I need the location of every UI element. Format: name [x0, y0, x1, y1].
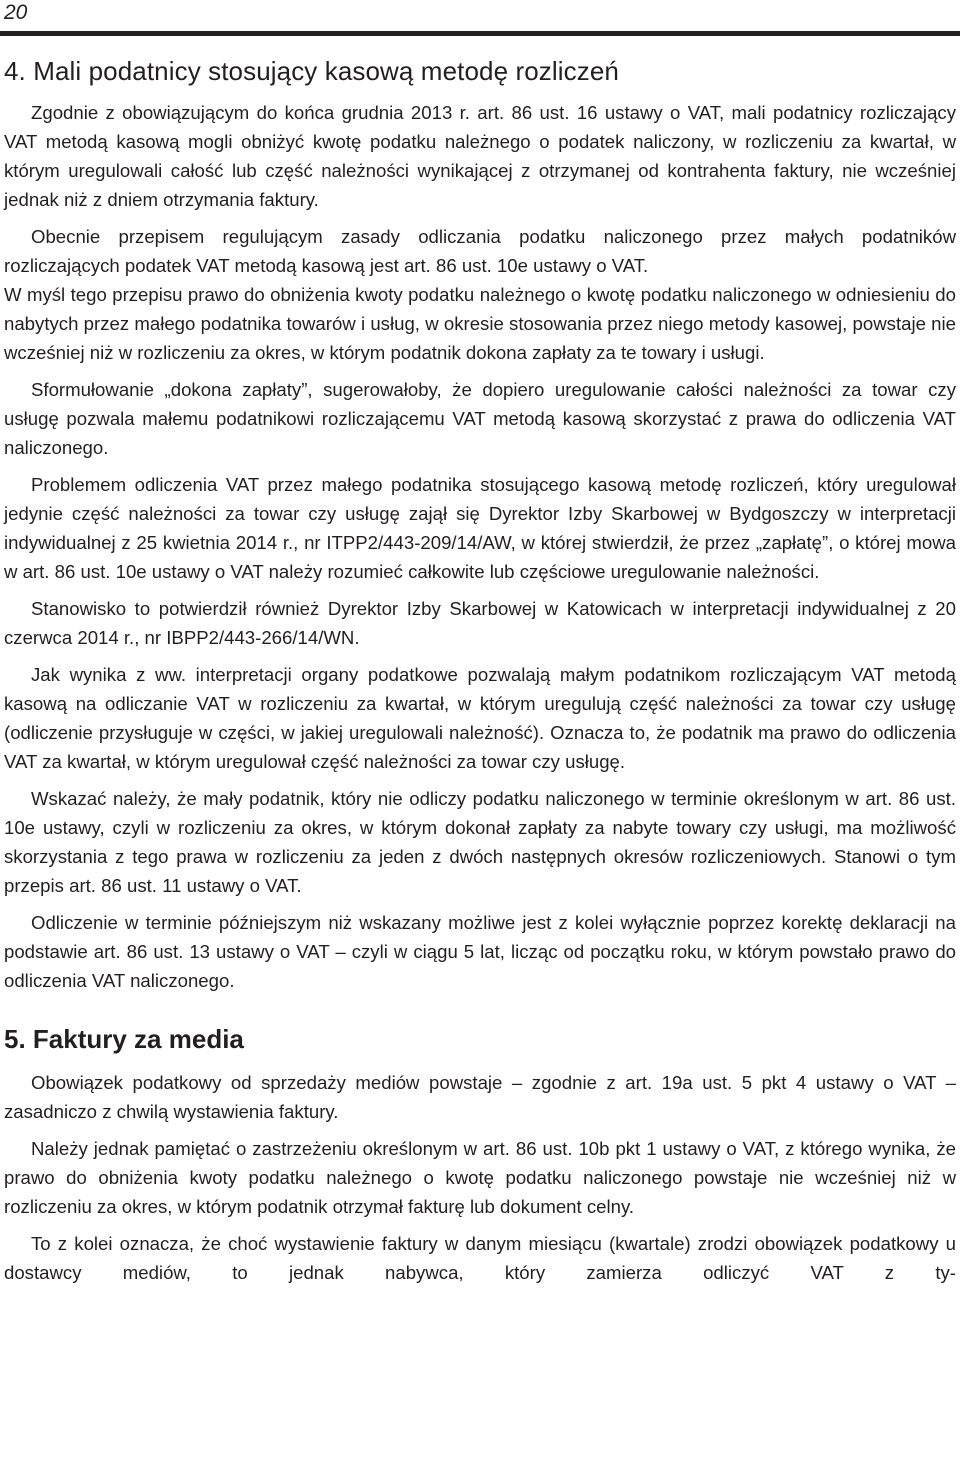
section-4-paragraph-3: W myśl tego przepisu prawo do obniżenia kwoty podatku należnego o kwotę podatku naliczonego w odniesieniu do nabytych przez małego podatnika towarów i usług, w okresie stosowania przez niego metody kasowej, powstaje nie wcześniej niż w rozliczeniu za okres, w którym podatnik dokona zapłaty za te towary i usługi.: [4, 284, 956, 363]
section-4-paragraph-2: Obecnie przepisem regulującym zasady odliczania podatku naliczonego przez małych podatników rozliczających podatek VAT metodą kasową jest art. 86 ust. 10e ustawy o VAT.: [4, 226, 956, 276]
page-number: 20: [4, 1, 28, 24]
section-5-heading: 5. Faktury za media: [4, 1024, 244, 1054]
section-4-paragraph-9: Odliczenie w terminie późniejszym niż wskazany możliwe jest z kolei wyłącznie poprzez korektę deklaracji na podstawie art. 86 ust. 13 ustawy o VAT – czyli w ciągu 5 lat, licząc od początku roku, w którym powstało prawo do odliczenia VAT naliczonego.: [4, 912, 956, 991]
section-5-paragraph-2: Należy jednak pamiętać o zastrzeżeniu określonym w art. 86 ust. 10b pkt 1 ustawy o VAT, z którego wynika, że prawo do obniżenia kwoty podatku należnego o kwotę podatku naliczonego powstaje nie wcześniej niż w rozliczeniu za okres, w którym podatnik otrzymał fakturę lub dokument celny.: [4, 1138, 956, 1217]
section-4-paragraph-8: Wskazać należy, że mały podatnik, który nie odliczy podatku naliczonego w terminie określonym w art. 86 ust. 10e ustawy, czyli w rozliczeniu za okres, w którym dokonał zapłaty za nabyte towary czy usługi, ma możliwość skorzystania z tego prawa w rozliczeniu za jeden z dwóch następnych okresów rozliczeniowych. Stanowi o tym przepis art. 86 ust. 11 ustawy o VAT.: [4, 788, 956, 896]
section-4-paragraph-5: Problemem odliczenia VAT przez małego podatnika stosującego kasową metodę rozliczeń, który uregulował jedynie część należności za towar czy usługę zajął się Dyrektor Izby Skarbowej w Bydgoszczy w interpretacji indywidualnej z 25 kwietnia 2014 r., nr ITPP2/443-209/14/AW, w której stwierdził, że przez „zapłatę”, o której mowa w art. 86 ust. 10e ustawy o VAT należy rozumieć całkowite lub częściowe uregulowanie należności.: [4, 474, 956, 582]
section-4-paragraph-6: Stanowisko to potwierdził również Dyrektor Izby Skarbowej w Katowicach w interpretacji indywidualnej z 20 czerwca 2014 r., nr IBPP2/443-266/14/WN.: [4, 598, 956, 648]
header-rule: [0, 31, 960, 36]
section-4-heading: 4. Mali podatnicy stosujący kasową metodę rozliczeń: [4, 56, 619, 86]
section-4-paragraph-1: Zgodnie z obowiązującym do końca grudnia 2013 r. art. 86 ust. 16 ustawy o VAT, mali podatnicy rozliczający VAT metodą kasową mogli obniżyć kwotę podatku należnego o podatek naliczony, w rozliczeniu za kwartał, w którym uregulowali całość lub część należności wynikającej z otrzymanej od kontrahenta faktury, nie wcześniej jednak niż z dniem otrzymania faktury.: [4, 102, 956, 210]
section-4-paragraph-7: Jak wynika z ww. interpretacji organy podatkowe pozwalają małym podatnikom rozliczającym VAT metodą kasową na odliczanie VAT w rozliczeniu za kwartał, w którym uregulują część należności za towar czy usługę (odliczenie przysługuje w części, w jakiej uregulowali należność). Oznacza to, że podatnik ma prawo do odliczenia VAT za kwartał, w którym uregulował część należności za towar czy usługę.: [4, 664, 956, 772]
page-content: [4, 54, 956, 1295]
section-5-paragraph-1: Obowiązek podatkowy od sprzedaży mediów powstaje – zgodnie z art. 19a ust. 5 pkt 4 ustawy o VAT – zasadniczo z chwilą wystawienia faktury.: [4, 1072, 956, 1122]
section-5-paragraph-3: To z kolei oznacza, że choć wystawienie faktury w danym miesiącu (kwartale) zrodzi obowiązek podatkowy u dostawcy mediów, to jednak nabywca, który zamierza odliczyć VAT z ty-: [4, 1233, 956, 1283]
section-4-paragraph-4: Sformułowanie „dokona zapłaty”, sugerowałoby, że dopiero uregulowanie całości należności za towar czy usługę pozwala małemu podatnikowi rozliczającemu VAT metodą kasową skorzystać z prawa do odliczenia VAT naliczonego.: [4, 379, 956, 458]
